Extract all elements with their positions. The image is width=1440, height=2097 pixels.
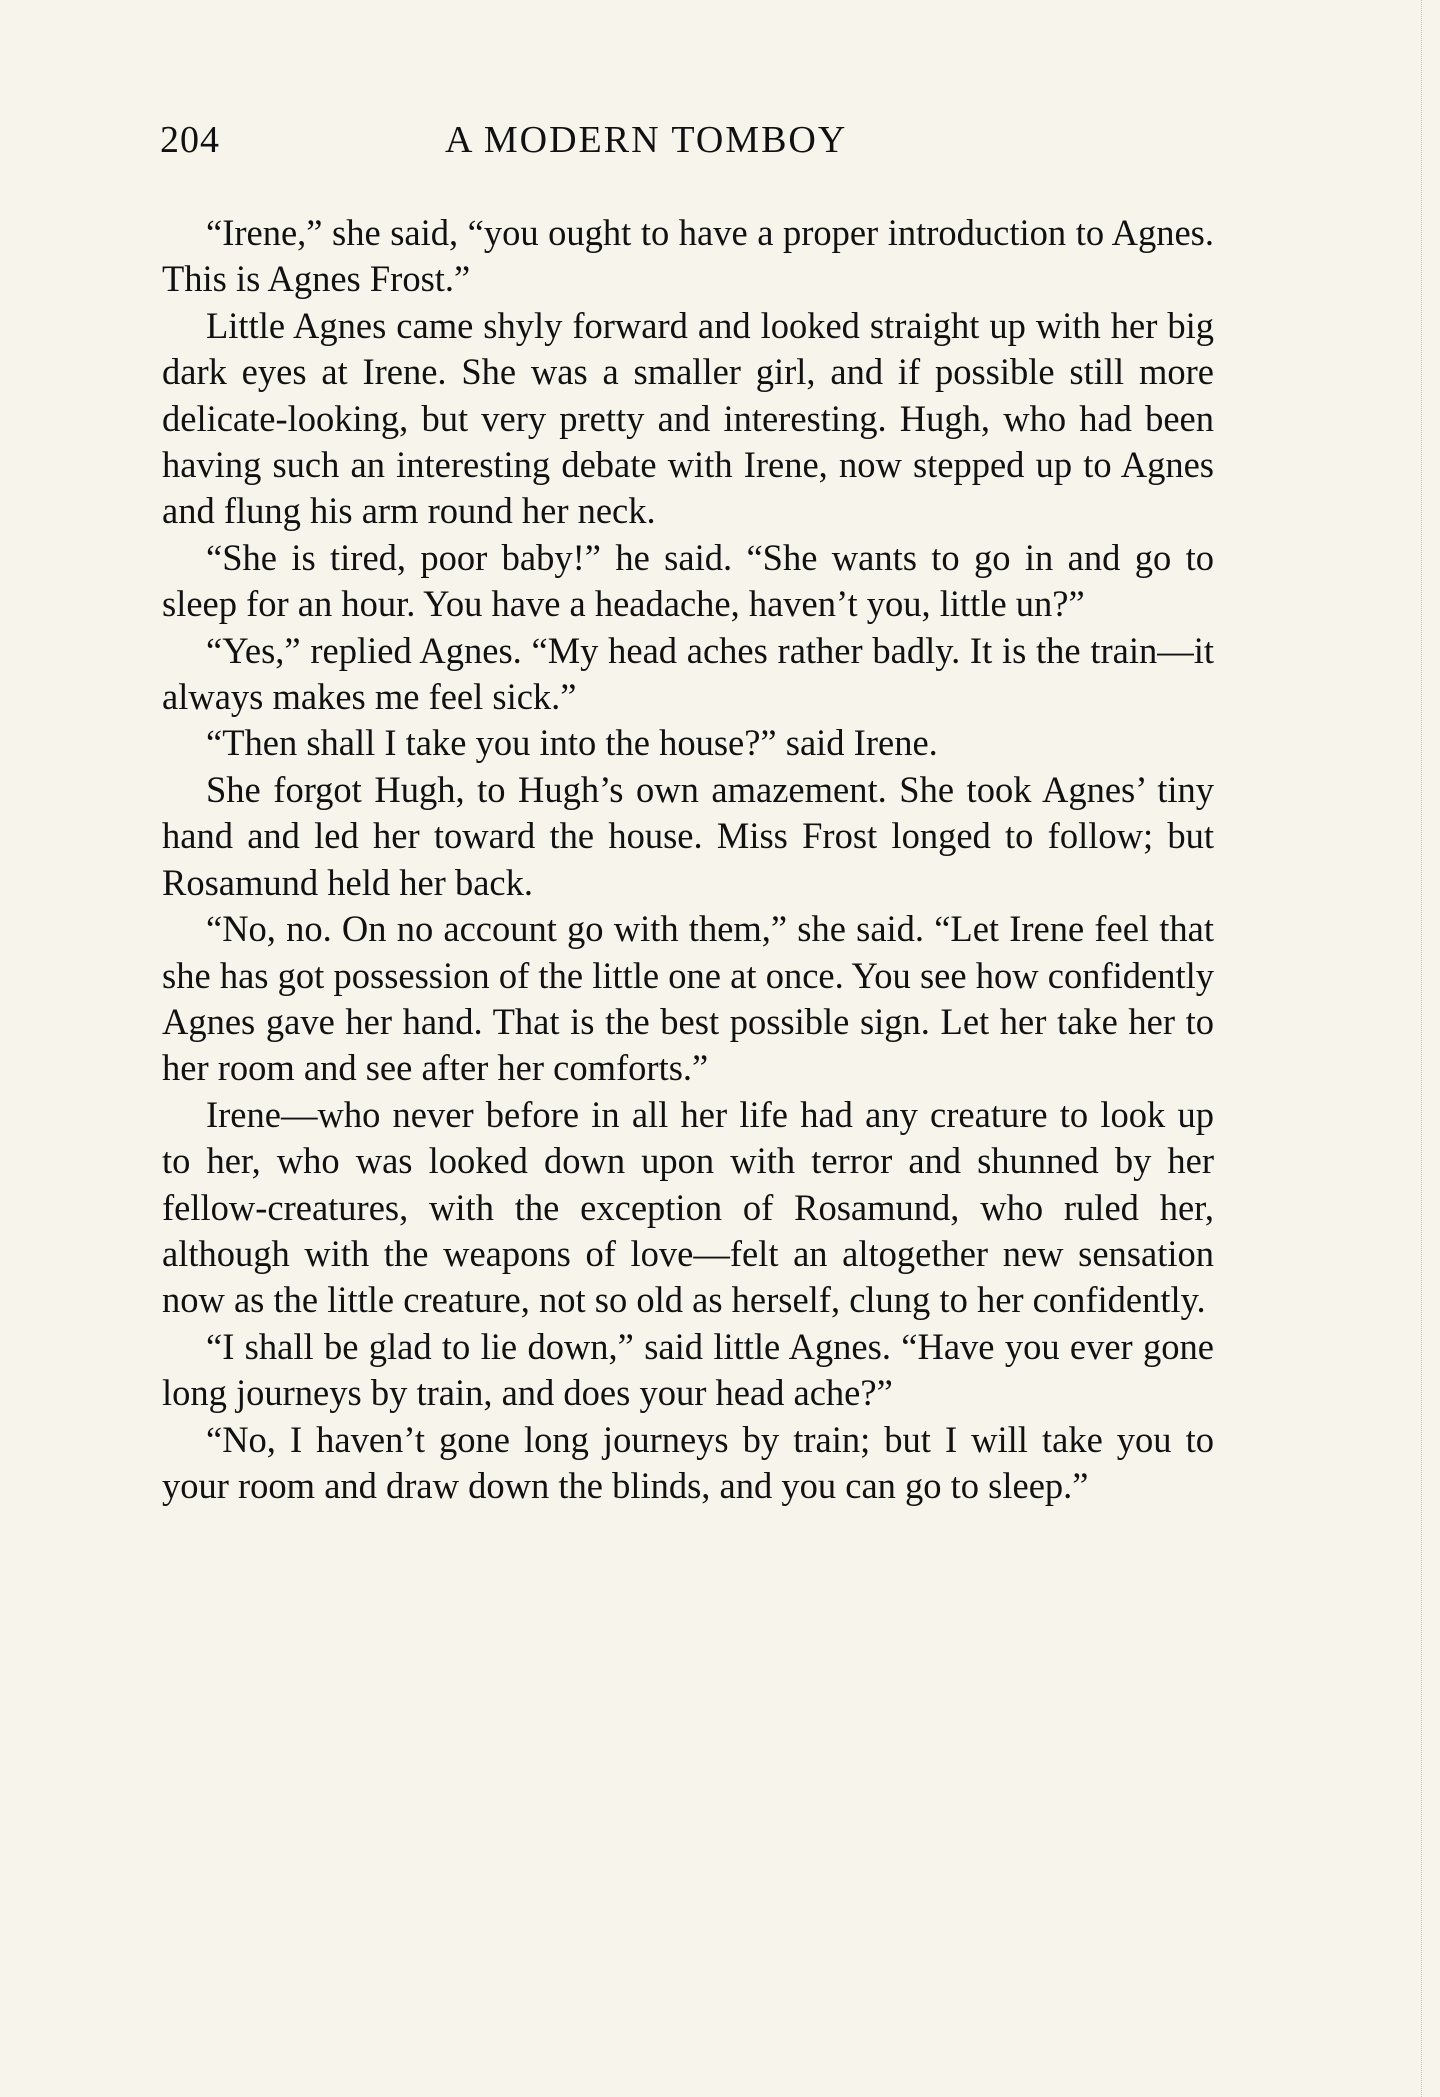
book-title: A MODERN TOMBOY xyxy=(445,119,848,161)
paragraph: “I shall be glad to lie down,” said little Agnes. “Have you ever gone long journeys by train, and does your head ache?” xyxy=(162,1325,1214,1414)
paragraph: “Yes,” replied Agnes. “My head aches rather badly. It is the train—it always makes me feel sick.” xyxy=(162,629,1214,718)
paragraph: She forgot Hugh, to Hugh’s own amazement. She took Agnes’ tiny hand and led her toward the house. Miss Frost longed to follow; but Rosamund held her back. xyxy=(162,768,1214,903)
paragraph: Irene—who never before in all her life had any creature to look up to her, who was looked down upon with terror and shunned by her fellow-creatures, with the exception of Rosamund, who ruled her, although with the weapons of love—felt an altogether new sensation now as the little creature, not so old as herself, clung to her confidently. xyxy=(162,1093,1214,1321)
paragraph: Little Agnes came shyly forward and looked straight up with her big dark eyes at Irene. She was a smaller girl, and if possible still more delicate-looking, but very pretty and interesting. Hugh, who had been having such an interesting debate with Irene, now stepped up to Agnes and flung his arm round her neck. xyxy=(162,304,1214,532)
running-head xyxy=(160,118,1220,168)
body-text xyxy=(162,210,1214,1509)
paragraph: “Then shall I take you into the house?” said Irene. xyxy=(206,722,938,764)
paragraph: “No, no. On no account go with them,” she said. “Let Irene feel that she has got possession of the little one at once. You see how confidently Agnes gave her hand. That is the best possible sign. Let her take her to her room and see after her comforts.” xyxy=(162,908,1214,1089)
paragraph: “She is tired, poor baby!” he said. “She wants to go in and go to sleep for an hour. You have a headache, haven’t you, little un?” xyxy=(162,536,1214,625)
page-edge xyxy=(1411,0,1422,2097)
paragraph: “Irene,” she said, “you ought to have a proper introduction to Agnes. This is Agnes Frost.” xyxy=(162,212,1214,300)
paragraph: “No, I haven’t gone long journeys by train; but I will take you to your room and draw down the blinds, and you can go to sleep.” xyxy=(162,1418,1214,1506)
page-number: 204 xyxy=(160,119,220,161)
